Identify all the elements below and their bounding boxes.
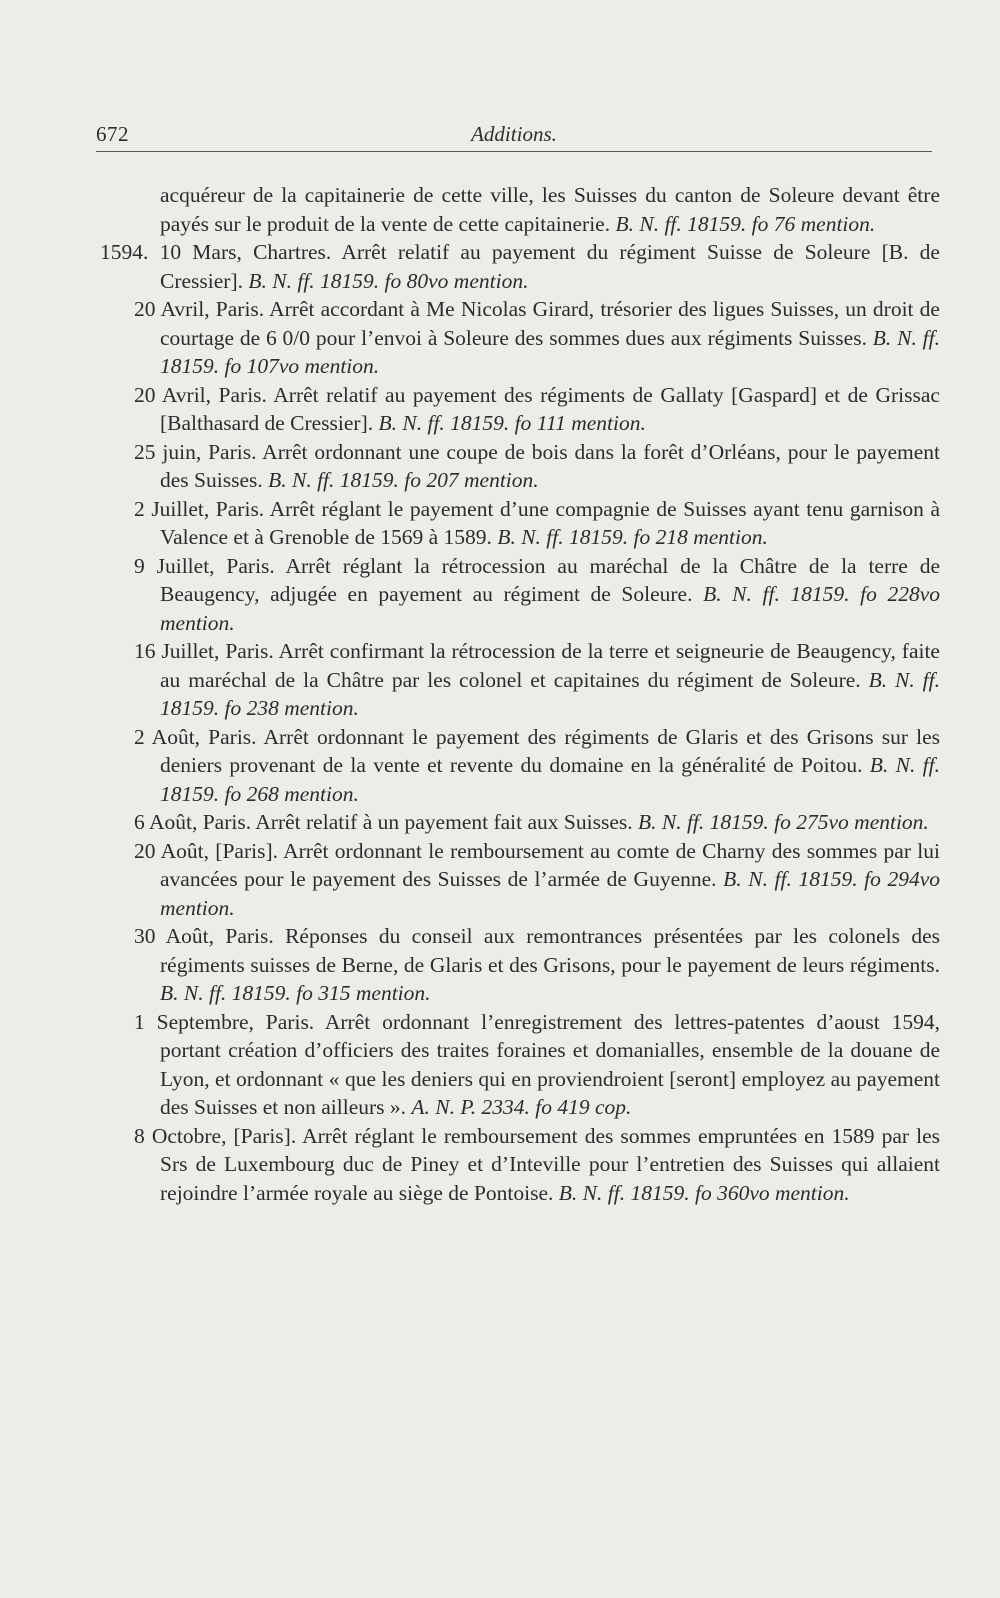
entry-date: 20 Août, [Paris]. (134, 838, 278, 863)
continuation-paragraph (100, 181, 940, 238)
entry-text: Arrêt réglant le remboursement des sommes empruntées en 1589 par les Srs de Luxembourg duc de Piney et d’Inteville pour l’entretien des Suisses qui allaient rejoindre l’armée royale au siège de Pontoise. (160, 1123, 940, 1205)
entry (100, 381, 940, 438)
entry (100, 495, 940, 552)
entry-date: 1594. 10 Mars, Chartres. (100, 240, 332, 264)
entry-date: 6 Août, Paris. (134, 810, 252, 834)
entry (100, 438, 940, 495)
entry-date: 2 Août, Paris. (134, 724, 257, 749)
entry (100, 552, 940, 638)
entry-reference: B. N. ff. 18159. fo 107vo mention. (160, 325, 941, 378)
entry-reference: B. N. ff. 18159. fo 207 mention. (268, 468, 539, 492)
entry (100, 922, 940, 1008)
entry-text: Arrêt réglant la rétrocession au maréchal de la Châtre de la terre de Beaugency, adjugée en payement au régiment de Soleure. (160, 553, 940, 606)
entry (100, 295, 940, 381)
entry-reference: B. N. ff. 18159. fo 80vo mention. (248, 268, 529, 293)
entry-text: Arrêt ordonnant le remboursement au comte de Charny des sommes par lui avancées pour le payement des Suisses de l’armée de Guyenne. (160, 838, 940, 891)
entry-date: 30 Août, Paris. (134, 924, 274, 948)
entry-date: 9 Juillet, Paris. (134, 553, 275, 578)
entry-reference: B. N. ff. 18159. fo 111 mention. (378, 411, 646, 435)
entry-date: 8 Octobre, [Paris]. (134, 1123, 297, 1148)
entry-text: Arrêt accordant à Me Nicolas Girard, trésorier des ligues Suisses, un droit de courtage de 6 0/0 pour l’envoi à Soleure des sommes dues aux régiments Suisses. (160, 297, 940, 350)
entry-date: 1 Septembre, Paris. (134, 1009, 315, 1034)
entry (100, 637, 940, 723)
entry-text: Arrêt relatif à un payement fait aux Suisses. (255, 810, 633, 834)
entry-text: Arrêt ordonnant une coupe de bois dans la forêt d’Orléans, pour le payement des Suisses. (160, 439, 940, 492)
entry-text: Réponses du conseil aux remontrances présentées par les colonels des régiments suisses de Berne, de Glaris et des Grisons, pour le payement de leurs régiments. (160, 924, 940, 977)
entry-reference: B. N. ff. 18159. fo 76 mention. (615, 211, 876, 236)
entry-reference: B. N. ff. 18159. fo 360vo mention. (558, 1180, 850, 1205)
entry-date: 25 juin, Paris. (134, 439, 257, 464)
entry-text: Arrêt réglant le payement d’une compagnie de Suisses ayant tenu garnison à Valence et à Grenoble de 1569 à 1589. (160, 496, 940, 549)
entry-date: 20 Avril, Paris. (134, 297, 265, 321)
entry-date: 2 Juillet, Paris. (134, 496, 265, 521)
entry-reference: B. N. ff. 18159. fo 268 mention. (160, 753, 941, 806)
entry-text: Arrêt ordonnant le payement des régiments de Glaris et des Grisons sur les deniers provenant de la vente et revente du domaine en la généralité de Poitou. (160, 724, 940, 777)
entry-date: 20 Avril, Paris. (134, 382, 267, 407)
entry-text: Arrêt ordonnant l’enregistrement des lettres-patentes d’aoust 1594, portant création d’officiers des traites foraines et domanialles, ensemble de la douane de Lyon, et ordonnant « que les deniers qui en proviendroient [seront] employez au payement des Suisses et non ailleurs ». (160, 1009, 940, 1119)
entry-reference: A. N. P. 2334. fo 419 cop. (411, 1095, 632, 1119)
entry (100, 808, 940, 837)
entry (100, 1122, 940, 1208)
entry-reference: B. N. ff. 18159. fo 238 mention. (160, 667, 941, 720)
entry-reference: B. N. ff. 18159. fo 294vo mention. (160, 867, 940, 920)
entry-text: acquéreur de la capitainerie de cette ville, les Suisses du canton de Soleure devant être payés sur le produit de la vente de cette capitainerie. (160, 183, 940, 236)
running-head: Additions. (471, 122, 557, 146)
entry-text: Arrêt confirmant la rétrocession de la terre et seigneurie de Beaugency, faite au maréchal de la Châtre par les colonel et capitaines du régiment de Soleure. (160, 639, 940, 692)
entry-text: Arrêt relatif au payement du régiment Suisse de Soleure [B. de Cressier]. (160, 240, 940, 293)
entry (100, 238, 940, 295)
entry-reference: B. N. ff. 18159. fo 315 mention. (160, 981, 431, 1005)
entry-reference: B. N. ff. 18159. fo 218 mention. (497, 525, 768, 549)
body-text (100, 181, 940, 1207)
entry-reference: B. N. ff. 18159. fo 275vo mention. (637, 810, 929, 834)
entry (100, 837, 940, 923)
entry-reference: B. N. ff. 18159. fo 228vo mention. (160, 582, 941, 635)
entry-text: Arrêt relatif au payement des régiments de Gallaty [Gaspard] et de Grissac [Balthasard de Cressier]. (160, 382, 940, 435)
page-header (96, 118, 932, 152)
entry-date: 16 Juillet, Paris. (134, 639, 274, 663)
page-number: 672 (96, 122, 129, 146)
header-rule (96, 151, 932, 152)
entry (100, 1008, 940, 1122)
entry (100, 723, 940, 809)
